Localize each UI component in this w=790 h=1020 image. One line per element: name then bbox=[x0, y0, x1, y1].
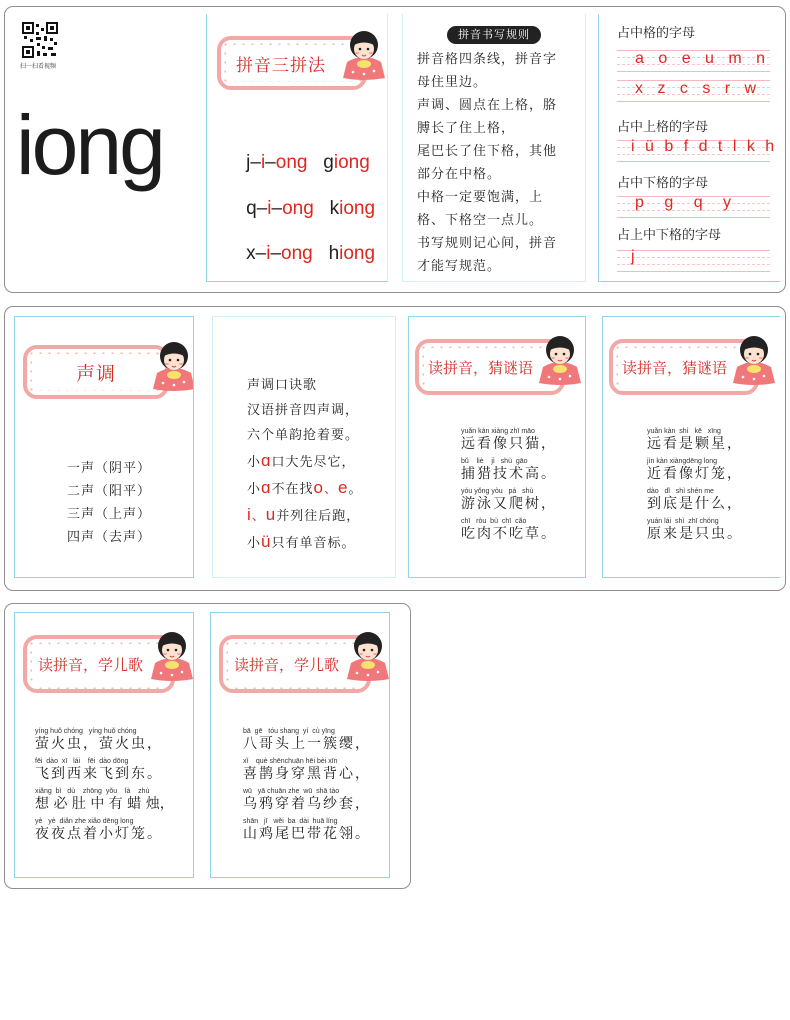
hanzi-line: 捕猎技术高。 bbox=[461, 466, 557, 482]
hanzi-line: 喜鹊身穿黑背心， bbox=[243, 766, 371, 782]
card-spelling bbox=[206, 14, 388, 282]
big-syllable: iong bbox=[16, 98, 163, 192]
rules-line: 书写规则记心间，拼音 bbox=[417, 236, 558, 251]
rules-line: 部分在中格。 bbox=[417, 167, 502, 182]
card-song-2 bbox=[210, 612, 390, 878]
card-riddle-1 bbox=[408, 316, 586, 578]
pinyin-line: yuǎn kàn shì kē xīng bbox=[647, 428, 721, 435]
rules-text bbox=[417, 48, 557, 278]
banner-title: 读拼音，猜谜语 bbox=[622, 358, 728, 377]
letter-row: a o e u m n bbox=[635, 50, 771, 67]
girl-icon bbox=[731, 333, 777, 385]
tone-song-line: 六个单韵抢着要。 bbox=[247, 428, 360, 443]
hanzi-line: 想 必 肚 中 有 蜡 烛， bbox=[35, 796, 174, 812]
hanzi-line: 吃肉不吃草。 bbox=[461, 526, 557, 542]
hanzi-line: 萤火虫，萤火虫， bbox=[35, 736, 163, 752]
tone-song-line: 小ɑ口大先尽它， bbox=[247, 451, 356, 470]
hanzi-line: 游泳又爬树， bbox=[461, 496, 557, 512]
girl-icon bbox=[149, 629, 194, 681]
rules-title bbox=[447, 26, 541, 44]
card-song-1 bbox=[14, 612, 194, 878]
card-letter-positions bbox=[598, 14, 780, 282]
rules-line: 母住里边。 bbox=[417, 75, 488, 90]
hanzi-line: 夜夜点着小灯笼。 bbox=[35, 826, 163, 842]
tone-item: 二声（阳平） bbox=[67, 484, 152, 499]
pinyin-line: bǔ liè jì shù gāo bbox=[461, 458, 528, 465]
rules-line: 膊长了住上格， bbox=[417, 121, 516, 136]
hanzi-line: 乌鸦穿着乌纱套， bbox=[243, 796, 371, 812]
tone-song-line: i、u并列往后跑， bbox=[247, 505, 361, 524]
tone-list bbox=[67, 457, 151, 549]
card-tone-song bbox=[212, 316, 396, 578]
qr-caption: 扫一扫看视频 bbox=[20, 63, 57, 70]
banner-title: 声调 bbox=[76, 362, 117, 385]
rules-line: 格、下格空一点儿。 bbox=[417, 213, 544, 228]
girl-illustration bbox=[345, 629, 390, 681]
card-riddle-2 bbox=[602, 316, 780, 578]
spelling-row: q–i–ong kiong bbox=[246, 198, 376, 219]
letter-row: j bbox=[631, 248, 640, 265]
girl-illustration bbox=[149, 629, 194, 681]
girl-illustration bbox=[731, 333, 777, 385]
banner-title: 读拼音，学儿歌 bbox=[234, 655, 340, 674]
pinyin-line: yè yè diǎn zhe xiǎo dēng long bbox=[35, 818, 134, 825]
rules-title-text: 拼音书写规则 bbox=[458, 28, 530, 41]
pinyin-line: yuán lái shì zhī chóng bbox=[647, 518, 719, 525]
spelling-row: j–i–ong giong bbox=[246, 152, 370, 173]
girl-icon bbox=[341, 28, 387, 80]
girl-illustration bbox=[341, 28, 387, 80]
girl-illustration bbox=[151, 339, 194, 391]
banner-title: 读拼音，猜谜语 bbox=[428, 358, 534, 377]
qr-code[interactable] bbox=[22, 22, 58, 58]
qr-code-icon bbox=[22, 22, 58, 58]
pinyin-line: fēi dào xī lái fēi dào dōng bbox=[35, 758, 129, 765]
hanzi-line: 原来是只虫。 bbox=[647, 526, 743, 542]
letter-group-heading: 占中下格的字母 bbox=[617, 176, 709, 191]
spelling-row: x–i–ong hiong bbox=[246, 243, 376, 264]
tone-item: 四声（去声） bbox=[67, 530, 152, 545]
pinyin-line: dào dǐ shì shén me bbox=[647, 488, 714, 495]
hanzi-line: 远看是颗星， bbox=[647, 436, 743, 452]
pinyin-line: yóu yǒng yòu pá shù bbox=[461, 488, 534, 495]
letter-row: i ü b f d t l k h bbox=[631, 138, 778, 155]
rules-line: 尾巴长了住下格，其他 bbox=[417, 144, 558, 159]
girl-icon bbox=[151, 339, 194, 391]
girl-icon bbox=[537, 333, 583, 385]
tone-item: 一声（阴平） bbox=[67, 461, 152, 476]
pinyin-line: xiǎng bì dù zhōng yǒu là zhú bbox=[35, 788, 150, 795]
pinyin-line: wū yā chuān zhe wū shā tào bbox=[243, 788, 340, 795]
pinyin-line: bā gē tóu shang yí cù yīng bbox=[243, 728, 335, 735]
hanzi-line: 山鸡尾巴带花翎。 bbox=[243, 826, 371, 842]
song-text bbox=[243, 727, 371, 843]
rules-line: 才能写规范。 bbox=[417, 259, 502, 274]
card-writing-rules bbox=[402, 14, 586, 282]
rules-line: 声调、圆点在上格，胳 bbox=[417, 98, 558, 113]
letter-group-heading: 占中格的字母 bbox=[617, 26, 696, 41]
pinyin-line: jìn kàn xiàngdēng long bbox=[647, 458, 718, 465]
pinyin-line: xǐ què shēnchuān hēi bèi xīn bbox=[243, 758, 338, 765]
girl-illustration bbox=[537, 333, 583, 385]
hanzi-line: 飞到西来飞到东。 bbox=[35, 766, 163, 782]
tone-song bbox=[247, 373, 362, 556]
hanzi-line: 远看像只猫， bbox=[461, 436, 557, 452]
song-text bbox=[35, 727, 174, 843]
hanzi-line: 八哥头上一簇缨， bbox=[243, 736, 371, 752]
tone-song-line: 小ɑ不在找o、e。 bbox=[247, 478, 363, 497]
letter-row: x z c s r w bbox=[635, 80, 762, 97]
banner-title: 读拼音，学儿歌 bbox=[38, 655, 144, 674]
tone-song-heading: 声调口诀歌 bbox=[247, 378, 318, 393]
letter-group-heading: 占上中下格的字母 bbox=[617, 228, 722, 243]
tone-song-line: 汉语拼音四声调， bbox=[247, 403, 360, 418]
card-tones bbox=[14, 316, 194, 578]
riddle-text bbox=[461, 427, 557, 543]
banner-title: 拼音三拼法 bbox=[236, 55, 326, 76]
hanzi-line: 到底是什么， bbox=[647, 496, 743, 512]
pinyin-line: yuǎn kàn xiàng zhī māo bbox=[461, 428, 535, 435]
hanzi-line: 近看像灯笼， bbox=[647, 466, 743, 482]
pinyin-line: chī ròu bù chī cǎo bbox=[461, 518, 527, 525]
girl-icon bbox=[345, 629, 390, 681]
banner-tones bbox=[23, 345, 169, 399]
tone-song-line: 小ü只有单音标。 bbox=[247, 532, 356, 551]
tone-item: 三声（上声） bbox=[67, 507, 152, 522]
rules-line: 中格一定要饱满，上 bbox=[417, 190, 544, 205]
letter-row: p g q y bbox=[635, 194, 740, 211]
rules-line: 拼音格四条线，拼音字 bbox=[417, 52, 558, 67]
riddle-text bbox=[647, 427, 743, 543]
letter-group-heading: 占中上格的字母 bbox=[617, 120, 709, 135]
pinyin-line: shān jī wěi ba dài huā líng bbox=[243, 818, 338, 825]
pinyin-line: yíng huǒ chóng yíng huǒ chóng bbox=[35, 728, 137, 735]
